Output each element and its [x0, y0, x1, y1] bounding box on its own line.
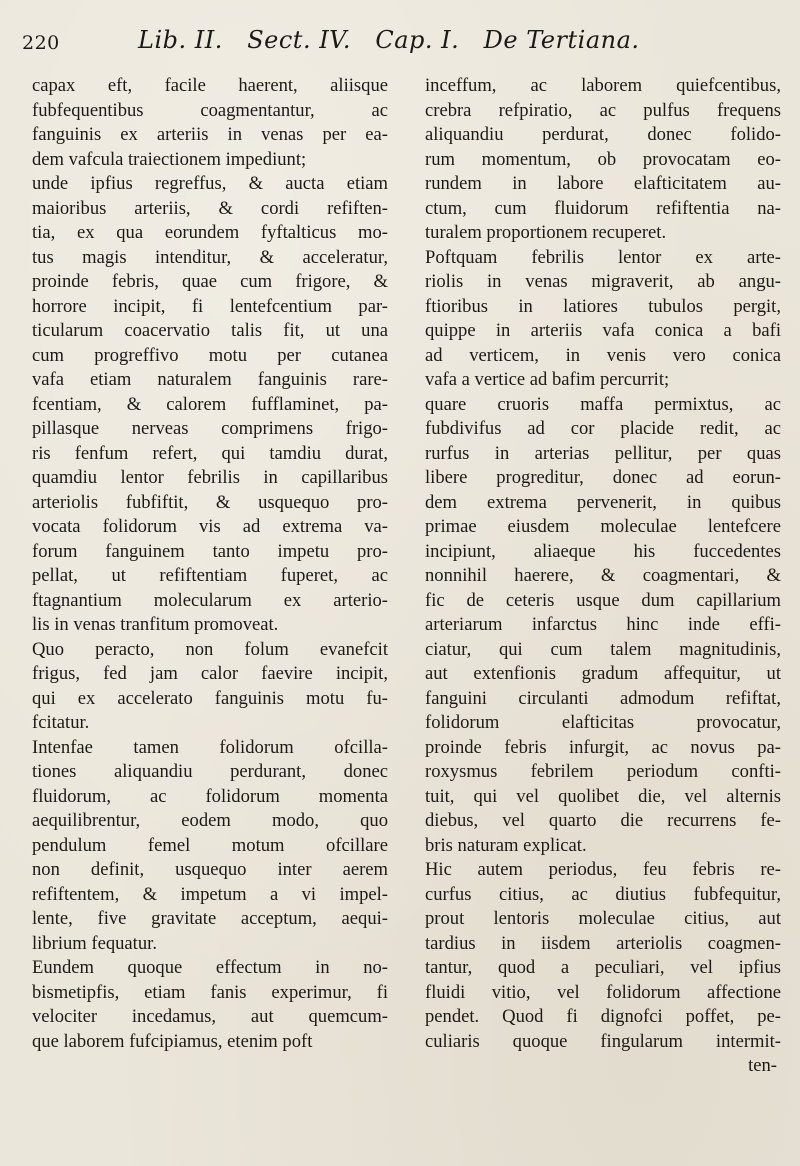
text-line: fluidorum, ac folidorum momenta	[32, 785, 388, 807]
text-line: crebra refpiratio, ac pulfus frequens	[425, 99, 781, 121]
text-line: culiaris quoque fingularum intermit-	[425, 1030, 781, 1052]
text-line: turalem proportionem recuperet.	[425, 222, 667, 243]
text-line: fubfequentibus coagmentantur, ac	[32, 99, 388, 121]
text-line: Hic autem periodus, feu febris re-	[425, 859, 781, 880]
text-line: inceffum, ac laborem quiefcentibus,	[425, 75, 781, 96]
text-line: tia, ex qua eorundem fyftalticus mo-	[32, 222, 388, 243]
text-line: forum fanguinem tanto impetu pro-	[32, 540, 388, 562]
text-line: Eundem quoque effectum in no-	[32, 957, 388, 978]
text-line: ftioribus in latiores tubulos pergit,	[425, 295, 781, 317]
page-number: 220	[22, 32, 60, 54]
text-line: arteriarum infarctus hinc inde effi-	[425, 614, 781, 635]
text-line: ciatur, qui cum talem magnitudinis,	[425, 638, 781, 660]
text-line: dem vafcula traiectionem impediunt;	[32, 148, 307, 170]
text-line: quippe in arteriis vafa conica a bafi	[425, 320, 781, 341]
text-line: quamdiu lentor febrilis in capillaribus	[32, 467, 388, 488]
text-line: pendet. Quod fi dignofci poffet, pe-	[425, 1006, 781, 1027]
text-line: proinde febris, quae cum frigore, &	[32, 271, 388, 292]
text-line: quare cruoris maffa permixtus, ac	[425, 393, 781, 415]
text-line: horrore incipit, fi lentefcentium par-	[32, 295, 388, 317]
text-line: tardius in iisdem arteriolis coagmen-	[425, 932, 781, 954]
text-line: tantur, quod a peculiari, vel ipfius	[425, 957, 781, 978]
text-line: diebus, vel quarto die recurrens fe-	[425, 810, 781, 831]
text-line: bris naturam explicat.	[425, 834, 587, 856]
text-line: nonnihil haerere, & coagmentari, &	[425, 565, 781, 586]
text-line: vocata folidorum vis ad extrema va-	[32, 516, 388, 537]
text-line: fubdivifus ad cor placide redit, ac	[425, 418, 781, 439]
text-line: frigus, fed jam calor faevire incipit,	[32, 663, 388, 684]
text-line: Intenfae tamen folidorum ofcilla-	[32, 736, 388, 758]
text-line: velociter incedamus, aut quemcum-	[32, 1006, 388, 1027]
text-line: fluidi vitio, vel folidorum affectione	[425, 981, 781, 1003]
text-line: que laborem fufcipiamus, etenim poft	[32, 1030, 313, 1052]
text-line: fcentiam, & calorem fufflaminet, pa-	[32, 393, 388, 415]
text-line: lente, five gravitate acceptum, aequi-	[32, 908, 388, 929]
running-head: Lib. II. Sect. IV. Cap. I. De Tertiana.	[138, 26, 640, 54]
text-line: vafa etiam naturalem fanguinis rare-	[32, 369, 388, 390]
text-line: capax eft, facile haerent, aliisque	[32, 75, 388, 96]
text-line: refiftentem, & impetum a vi impel-	[32, 883, 388, 905]
text-line: libere progreditur, donec ad eorun-	[425, 467, 781, 488]
text-line: rurfus in arterias pellitur, per quas	[425, 442, 781, 464]
text-line: aut extenfionis gradum affequitur, ut	[425, 663, 781, 684]
text-line: tus magis intenditur, & acceleratur,	[32, 246, 388, 268]
text-line: non definit, usquequo inter aerem	[32, 859, 388, 880]
text-line: rundem in labore elafticitatem au-	[425, 173, 781, 194]
text-line: folidorum elafticitas provocatur,	[425, 712, 781, 733]
text-line: tuit, qui vel quolibet die, vel alternis	[425, 785, 781, 807]
text-line: qui ex accelerato fanguinis motu fu-	[32, 687, 388, 709]
text-line: ctum, cum fluidorum refiftentia na-	[425, 197, 781, 219]
text-line: ad verticem, in venis vero conica	[425, 344, 781, 366]
text-line: vafa a vertice ad bafim percurrit;	[425, 369, 670, 390]
text-line: ftagnantium molecularum ex arterio-	[32, 589, 388, 611]
text-line: roxysmus febrilem periodum confti-	[425, 761, 781, 782]
text-line: incipiunt, aliaeque his fuccedentes	[425, 540, 781, 562]
text-line: maioribus arteriis, & cordi refiften-	[32, 197, 388, 219]
text-line: ticularum coacervatio talis fit, ut una	[32, 320, 388, 341]
text-line: bismetipfis, etiam fanis experimur, fi	[32, 981, 388, 1003]
text-line: fanguinis ex arteriis in venas per ea-	[32, 124, 388, 145]
text-line: Poftquam febrilis lentor ex arte-	[425, 246, 781, 268]
text-line: Quo peracto, non folum evanefcit	[32, 638, 388, 660]
text-line: rum momentum, ob provocatam eo-	[425, 148, 781, 170]
text-line: pellat, ut refiftentiam fuperet, ac	[32, 565, 388, 586]
text-line: fanguini circulanti admodum refiftat,	[425, 687, 781, 709]
text-line: fcitatur.	[32, 712, 90, 733]
left-text-column	[32, 74, 388, 1054]
text-line: dem extrema pervenerit, in quibus	[425, 491, 781, 513]
text-line: prout lentoris moleculae citius, aut	[425, 908, 781, 929]
text-line: ris fenfum refert, qui tamdiu durat,	[32, 442, 388, 464]
text-line: unde ipfius regreffus, & aucta etiam	[32, 173, 388, 194]
text-line: librium fequatur.	[32, 932, 157, 954]
text-line: pillasque nerveas comprimens frigo-	[32, 418, 388, 439]
text-line: primae eiusdem moleculae lentefcere	[425, 516, 781, 537]
right-text-column	[425, 74, 781, 1079]
text-line: aequilibrentur, eodem modo, quo	[32, 810, 388, 831]
text-line: ten-	[748, 1055, 777, 1076]
text-line: proinde febris infurgit, ac novus pa-	[425, 736, 781, 758]
text-line: cum progreffivo motu per cutanea	[32, 344, 388, 366]
text-line: riolis in venas migraverit, ab angu-	[425, 271, 781, 292]
text-line: curfus citius, ac diutius fubfequitur,	[425, 883, 781, 905]
text-line: fic de ceteris usque dum capillarium	[425, 589, 781, 611]
page-header	[22, 26, 782, 60]
text-line: arteriolis fubfiftit, & usquequo pro-	[32, 491, 388, 513]
text-line: lis in venas tranfitum promoveat.	[32, 614, 279, 635]
text-line: aliquandiu perdurat, donec folido-	[425, 124, 781, 145]
text-line: pendulum femel motum ofcillare	[32, 834, 388, 856]
text-line: tiones aliquandiu perdurant, donec	[32, 761, 388, 782]
